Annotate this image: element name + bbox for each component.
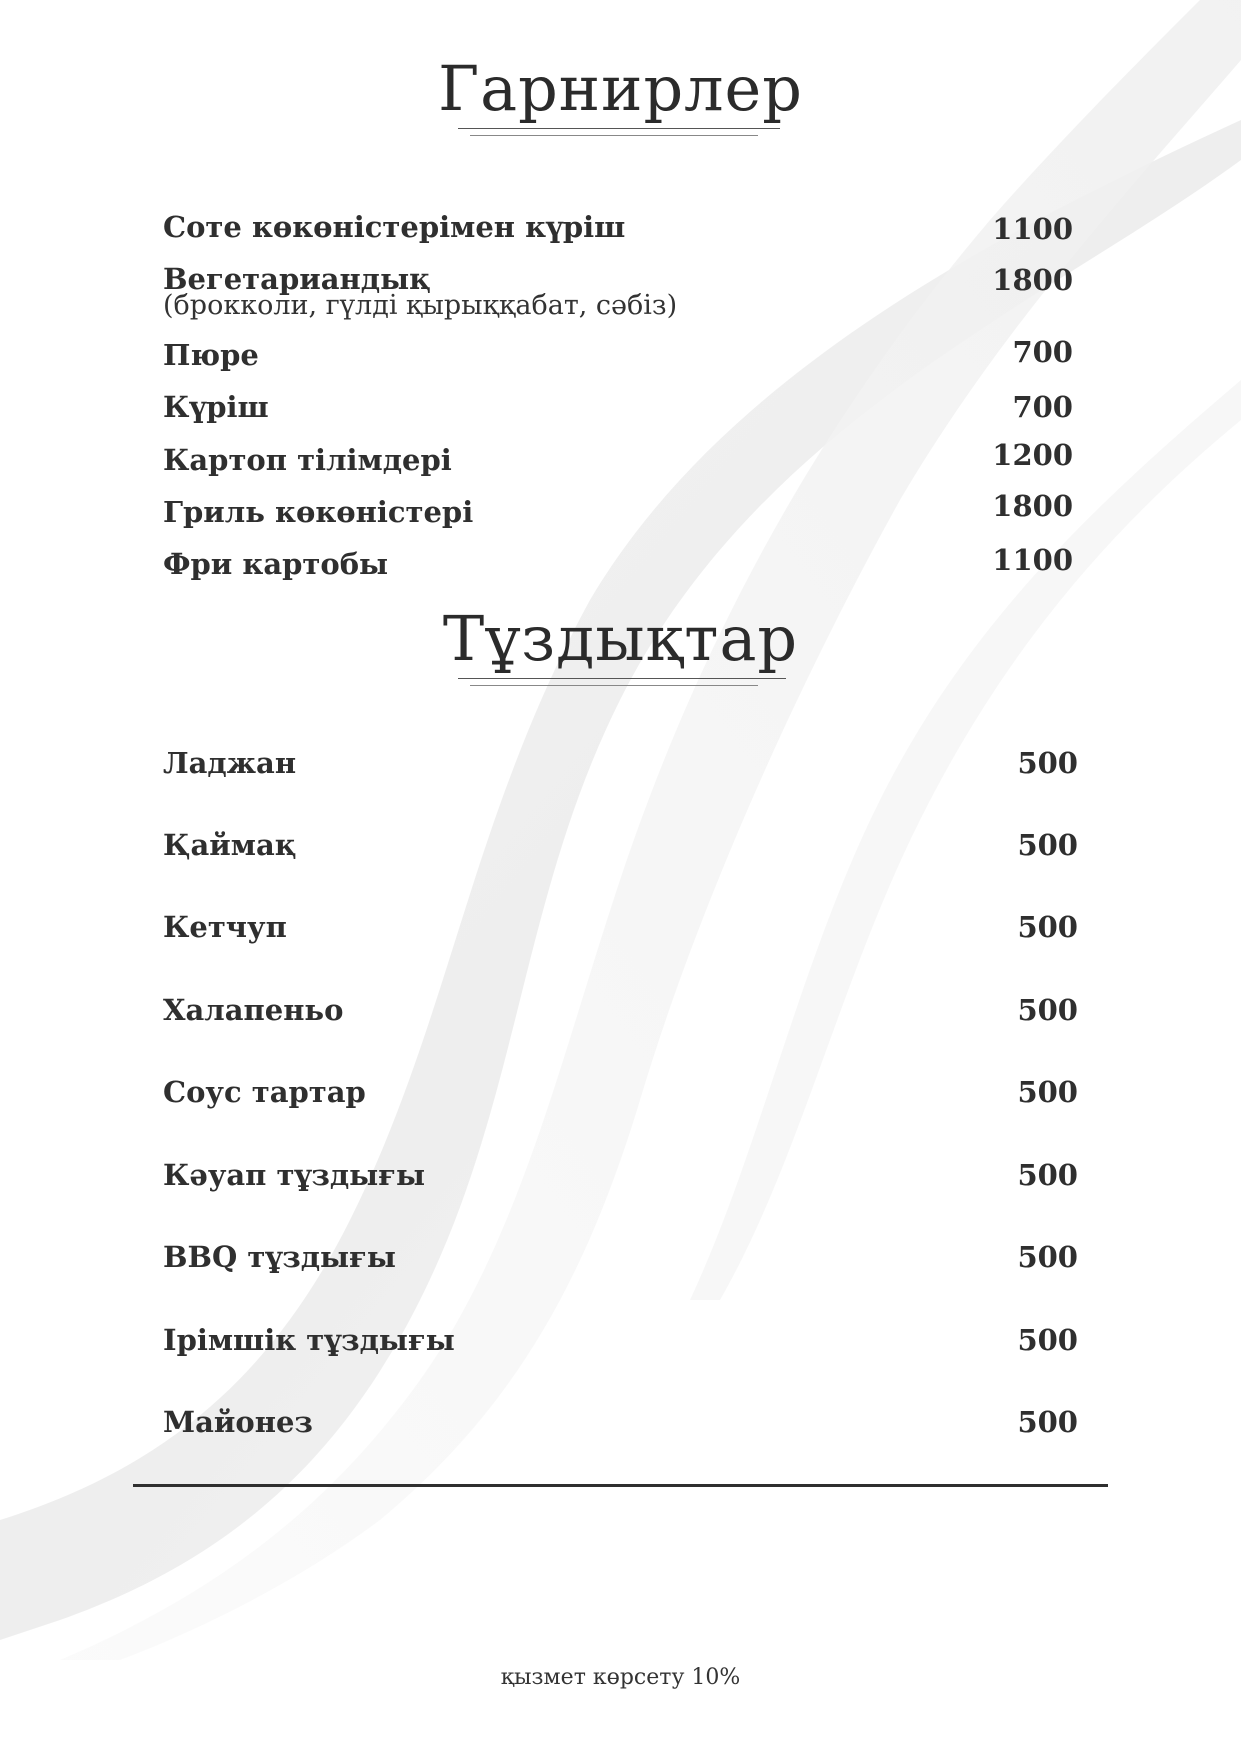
item-name: Соус тартар — [163, 1075, 366, 1109]
item-price: 500 — [1017, 828, 1078, 862]
item-price: 1100 — [992, 543, 1073, 577]
item-price: 500 — [1017, 746, 1078, 780]
item-name: Ірімшік тұздығы — [163, 1323, 455, 1357]
item-name: Картоп тілімдері — [163, 443, 452, 477]
item-price: 1200 — [992, 438, 1073, 472]
item-name: Кәуап тұздығы — [163, 1158, 426, 1192]
item-price: 700 — [1012, 390, 1073, 424]
title-underline-secondary — [470, 135, 758, 136]
bottom-divider — [133, 1484, 1108, 1487]
item-price: 500 — [1017, 1405, 1078, 1439]
item-name: Гриль көкөністері — [163, 495, 474, 529]
title-underline — [458, 678, 786, 679]
item-name: Фри картобы — [163, 547, 389, 581]
item-price: 1800 — [992, 489, 1073, 523]
item-name: Кетчуп — [163, 910, 287, 944]
item-name: Соте көкөністерімен күріш — [163, 210, 626, 244]
item-name: BBQ тұздығы — [163, 1240, 396, 1274]
item-name: Күріш — [163, 390, 269, 424]
item-price: 500 — [1017, 910, 1078, 944]
item-price: 500 — [1017, 1240, 1078, 1274]
item-name: Қаймақ — [163, 828, 297, 862]
item-price: 1100 — [992, 212, 1073, 246]
item-name: Пюре — [163, 338, 259, 372]
item-name: Майонез — [163, 1405, 313, 1439]
section-title-garnishes: Гарнирлер — [438, 52, 803, 125]
item-name: Ладжан — [163, 746, 297, 780]
item-price: 700 — [1012, 335, 1073, 369]
item-price: 1800 — [992, 263, 1073, 297]
item-price: 500 — [1017, 1075, 1078, 1109]
item-price: 500 — [1017, 1158, 1078, 1192]
item-name: Халапеньо — [163, 993, 344, 1027]
item-name: Вегетариандық — [163, 262, 431, 296]
title-underline — [458, 128, 780, 129]
service-charge-note: қызмет көрсету 10% — [500, 1665, 741, 1690]
title-underline-secondary — [470, 685, 758, 686]
item-price: 500 — [1017, 993, 1078, 1027]
section-title-sauces: Тұздықтар — [442, 602, 799, 675]
item-description: (брокколи, гүлді қырыққабат, сәбіз) — [163, 290, 678, 321]
item-price: 500 — [1017, 1323, 1078, 1357]
